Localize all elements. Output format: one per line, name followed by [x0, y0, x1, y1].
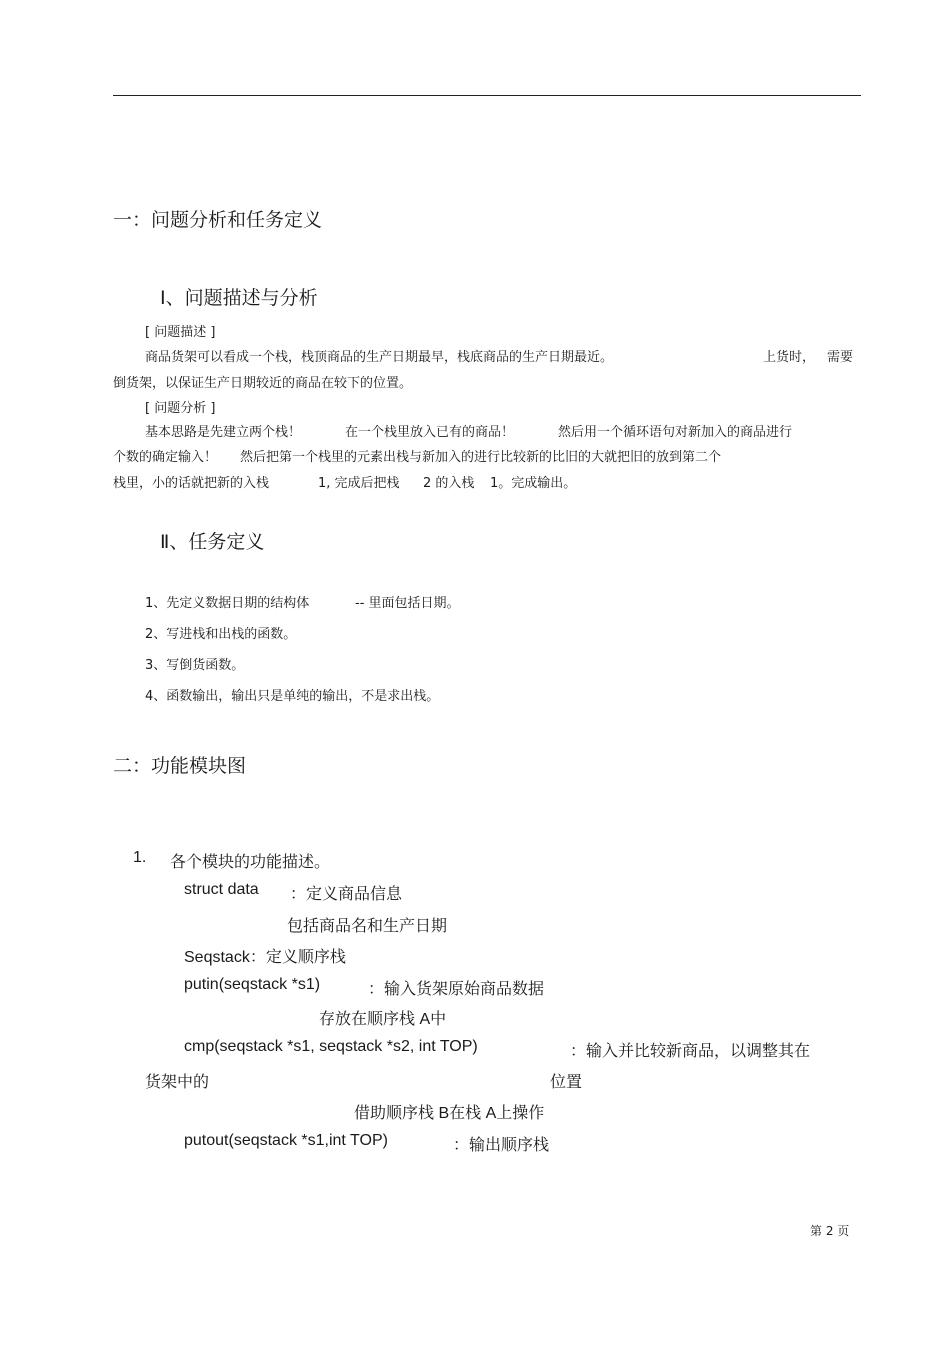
module-putin: putin(seqstack *s1)	[184, 976, 321, 993]
module-cmp: cmp(seqstack *s1, seqstack *s2, int TOP)	[184, 1038, 478, 1055]
analysis-line-3c: 2 的入栈	[423, 476, 475, 491]
module-seqstack: Seqstack：定义顺序栈	[184, 949, 346, 966]
task-item-1b: -- 里面包括日期。	[355, 596, 460, 611]
description-line-1b: 上货时，	[763, 350, 816, 365]
analysis-line-1b: 在一个栈里放入已有的商品！	[345, 425, 515, 440]
module-cmp-desc: ：输入并比较新商品，以调整其在	[570, 1043, 811, 1060]
subsection-2-title: Ⅱ、任务定义	[160, 531, 265, 553]
description-line-1: 商品货架可以看成一个栈，栈顶商品的生产日期最早，栈底商品的生产日期最近。	[145, 350, 614, 365]
module-putin-desc: ：输入货架原始商品数据	[368, 981, 545, 998]
task-item-4: 4、函数输出，输出只是单纯的输出，不是求出栈。	[145, 689, 440, 704]
page-number: 第 2 页	[810, 1224, 850, 1238]
task-item-3: 3、写倒货函数。	[145, 658, 245, 673]
module-cmp-desc-4: 借助顺序栈 B在栈 A上操作	[354, 1105, 545, 1122]
description-line-1c: 需要	[827, 350, 854, 365]
problem-description-label: [ 问题描述 ]	[145, 325, 216, 340]
analysis-line-3b: 1, 完成后把栈	[318, 476, 400, 491]
module-putin-desc-2: 存放在顺序栈 A中	[319, 1011, 447, 1028]
task-item-2: 2、写进栈和出栈的函数。	[145, 627, 297, 642]
problem-analysis-label: [ 问题分析 ]	[145, 401, 216, 416]
analysis-line-3d: 1。完成输出。	[490, 476, 577, 491]
module-list-heading: 各个模块的功能描述。	[170, 854, 331, 871]
list-number: 1.	[133, 849, 147, 866]
section-1-title: 一：问题分析和任务定义	[113, 209, 323, 231]
section-2-title: 二：功能模块图	[113, 755, 247, 777]
module-struct-data: struct data	[184, 881, 259, 898]
module-cmp-desc-3: 位置	[550, 1074, 583, 1091]
module-cmp-desc-2: 货架中的	[145, 1074, 210, 1091]
module-struct-data-desc: ：定义商品信息	[290, 886, 403, 903]
analysis-line-1a: 基本思路是先建立两个栈！	[145, 425, 302, 440]
module-putout: putout(seqstack *s1,int TOP)	[184, 1132, 388, 1149]
analysis-line-3a: 栈里，小的话就把新的入栈	[113, 476, 270, 491]
task-item-1a: 1、先定义数据日期的结构体	[145, 596, 310, 611]
analysis-line-2b: 然后把第一个栈里的元素出栈与新加入的进行比较新的比旧的大就把旧的放到第二个	[240, 450, 722, 465]
module-putout-desc: ：输出顺序栈	[453, 1137, 550, 1154]
analysis-line-1c: 然后用一个循环语句对新加入的商品进行	[558, 425, 793, 440]
analysis-line-2a: 个数的确定输入！	[113, 450, 218, 465]
module-struct-data-desc-2: 包括商品名和生产日期	[287, 918, 448, 935]
subsection-1-title: Ⅰ、问题描述与分析	[160, 287, 318, 309]
header-rule	[113, 95, 861, 96]
description-line-2: 倒货架，以保证生产日期较近的商品在较下的位置。	[113, 376, 413, 391]
